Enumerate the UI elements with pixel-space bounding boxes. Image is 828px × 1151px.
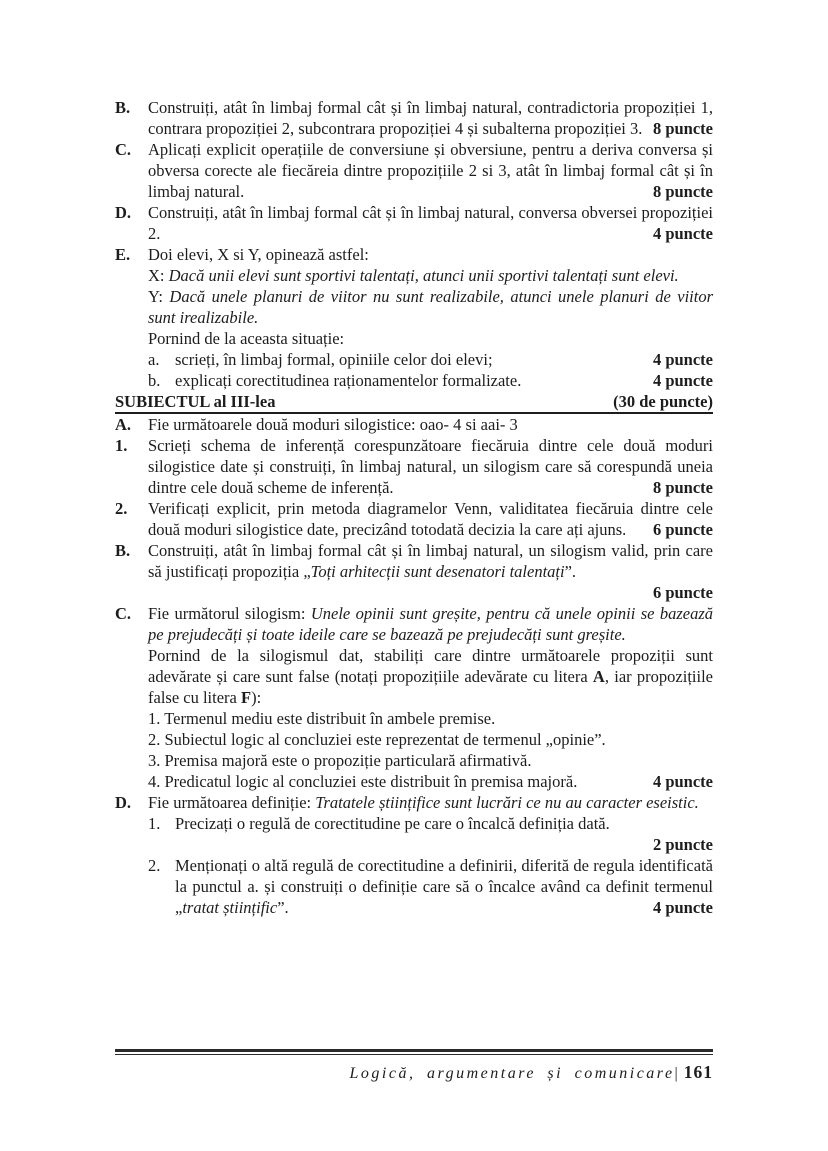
item-statement: Fie următoarele două moduri silogistice: oao- 4 si aai- 3 bbox=[148, 415, 518, 434]
points-value: 8 puncte bbox=[652, 119, 713, 138]
item-statement: Fie următoarea definiție: bbox=[148, 793, 316, 812]
opinion-x bbox=[148, 265, 713, 286]
sub-text: explicați corectitudinea raționamentelor formalizate. bbox=[175, 371, 522, 390]
exam-item-s2-D bbox=[115, 202, 713, 244]
item-statement: Construiți, atât în limbaj formal cât și în limbaj natural, un silogism valid, prin care să justificați propoziția „ bbox=[148, 541, 713, 581]
points-value: 4 puncte bbox=[652, 224, 713, 243]
item-text bbox=[148, 139, 713, 202]
sub-text: scrieți, în limbaj formal, opiniile celor doi elevi; bbox=[175, 350, 493, 369]
section-heading bbox=[115, 391, 713, 414]
statement-line: 4. Predicatul logic al concluziei este distribuit în premisa majoră. 4 puncte bbox=[148, 772, 713, 791]
points-value: 4 puncte bbox=[652, 371, 713, 390]
points-value: 8 puncte bbox=[652, 478, 713, 497]
item-label: B. bbox=[115, 541, 131, 560]
points-value: 8 puncte bbox=[652, 182, 713, 201]
sub-item-a bbox=[148, 349, 713, 370]
speaker-label: X: bbox=[148, 266, 169, 285]
item-label: C. bbox=[115, 604, 132, 623]
document-body bbox=[115, 97, 713, 918]
sub-label: b. bbox=[148, 371, 161, 390]
footer-separator: | bbox=[674, 1065, 680, 1082]
item-text bbox=[148, 202, 713, 244]
book-title: Logică, argumentare și comunicare bbox=[349, 1065, 675, 1082]
item-label: A. bbox=[115, 415, 132, 434]
item-label: C. bbox=[115, 140, 132, 159]
exam-item-s3-1 bbox=[115, 435, 713, 498]
section-points: (30 de puncte) bbox=[613, 392, 713, 411]
item-statement: Fie următorul silogism: bbox=[148, 604, 311, 623]
sub-text: Precizați o regulă de corectitudine pe care o încalcă definiția dată. bbox=[175, 814, 610, 833]
item-label: B. bbox=[115, 98, 131, 117]
page-number: 161 bbox=[683, 1062, 713, 1082]
exam-item-s3-D bbox=[115, 792, 713, 918]
statement-line: 2. Subiectul logic al concluziei este reprezentat de termenul „opinie”. bbox=[148, 730, 606, 749]
statement-line: 1. Termenul mediu este distribuit în ambele premise. bbox=[148, 709, 496, 728]
statement-line: 3. Premisa majoră este o propoziție particulară afirmativă. bbox=[148, 751, 532, 770]
exam-item-s3-B bbox=[115, 540, 713, 603]
page-footer bbox=[115, 1049, 713, 1083]
syllogism-text bbox=[148, 603, 713, 645]
quoted-definition: Tratatele științifice sunt lucrări ce nu au caracter eseistic. bbox=[315, 793, 699, 812]
points-value: 6 puncte bbox=[652, 520, 713, 539]
quoted-proposition: Toți arhitecții sunt desenatori talentați bbox=[310, 562, 565, 581]
sub-item-2 bbox=[148, 855, 713, 918]
exam-item-s2-B bbox=[115, 97, 713, 139]
item-label: E. bbox=[115, 245, 131, 264]
letter-A: A bbox=[592, 667, 605, 686]
item-outro: Pornind de la aceasta situație: bbox=[148, 329, 345, 348]
item-statement: Scrieți schema de inferență corespunzătoare fiecăruia dintre cele două moduri silogistice date și construiți, în limbaj natural, un silogism care să corespundă uneia dintre cele două scheme de inferență. bbox=[148, 436, 713, 497]
item-text bbox=[148, 498, 713, 540]
points-value: 6 puncte bbox=[652, 583, 713, 602]
item-label: D. bbox=[115, 203, 132, 222]
sub-item-1 bbox=[148, 813, 713, 855]
definition-text bbox=[148, 792, 713, 813]
item-label: 2. bbox=[115, 499, 128, 518]
item-statement-end: ”. bbox=[564, 562, 577, 581]
quoted-term: tratat științific bbox=[182, 898, 278, 917]
item-statement: Construiți, atât în limbaj formal cât și în limbaj natural, conversa obversei propoziției 2. bbox=[148, 203, 713, 243]
sub-text-end: ”. bbox=[277, 898, 289, 917]
instructions-text: Pornind de la silogismul dat, stabiliți care dintre următoarele propoziții sunt adevărate și care sunt false (notați propozițiile adevărate cu litera A, iar propozițiile false cu litera F): bbox=[148, 646, 713, 707]
exam-item-s3-2 bbox=[115, 498, 713, 540]
opinion-y bbox=[148, 286, 713, 328]
quoted-syllogism: Unele opinii sunt greșite, pentru că unele opinii se bazează pe prejudecăți și toate ideile care se bazează pe prejudecăți sunt greșite. bbox=[148, 604, 713, 644]
item-intro: Doi elevi, X si Y, opinează astfel: bbox=[148, 245, 369, 264]
item-text bbox=[148, 540, 713, 582]
footer-double-rule bbox=[115, 1049, 713, 1055]
item-statement: Verificați explicit, prin metoda diagramelor Venn, validitatea fiecăruia dintre cele două moduri silogistice date, precizând totodată decizia la care ați ajuns. bbox=[148, 499, 713, 539]
points-value: 4 puncte bbox=[652, 898, 713, 917]
exam-item-s2-E bbox=[115, 244, 713, 391]
section-title: SUBIECTUL al III-lea bbox=[115, 392, 276, 411]
points-value: 4 puncte bbox=[652, 772, 713, 791]
letter-F: F bbox=[241, 688, 252, 707]
sub-text: Menționați o altă regulă de corectitudine a definirii, diferită de regula identificată la punctul a. și construiți o definiție care să o încalce având ca definit termenul „ bbox=[175, 856, 713, 917]
item-statement: Construiți, atât în limbaj formal cât și în limbaj natural, contradictoria propoziției 1, contrara propoziției 2, subcontrara propoziției 4 și subalterna propoziției 3. bbox=[148, 98, 713, 138]
points-value: 4 puncte bbox=[652, 350, 713, 369]
opinion-text: Dacă unele planuri de viitor nu sunt realizabile, atunci unele planuri de viitor sunt irealizabile. bbox=[148, 287, 713, 327]
item-statement: Aplicați explicit operațiile de conversiune și obversiune, pentru a deriva conversa și obversa corecte ale fiecăreia dintre propozițiile 2 si 3, atât în limbaj formal cât și în limbaj natural. bbox=[148, 140, 713, 201]
item-text bbox=[148, 97, 713, 139]
item-text bbox=[148, 435, 713, 498]
opinion-text: Dacă unii elevi sunt sportivi talentați, atunci unii sportivi talentați sunt elevi. bbox=[168, 266, 679, 285]
exam-item-s3-C bbox=[115, 603, 713, 792]
item-label: D. bbox=[115, 793, 132, 812]
sub-item-b bbox=[148, 370, 713, 391]
exam-item-s3-A bbox=[115, 414, 713, 435]
speaker-label: Y: bbox=[148, 287, 170, 306]
sub-label: 1. bbox=[148, 814, 161, 833]
item-label: 1. bbox=[115, 436, 128, 455]
exam-item-s2-C bbox=[115, 139, 713, 202]
points-value: 2 puncte bbox=[652, 835, 713, 854]
sub-label: 2. bbox=[148, 856, 161, 875]
sub-label: a. bbox=[148, 350, 160, 369]
